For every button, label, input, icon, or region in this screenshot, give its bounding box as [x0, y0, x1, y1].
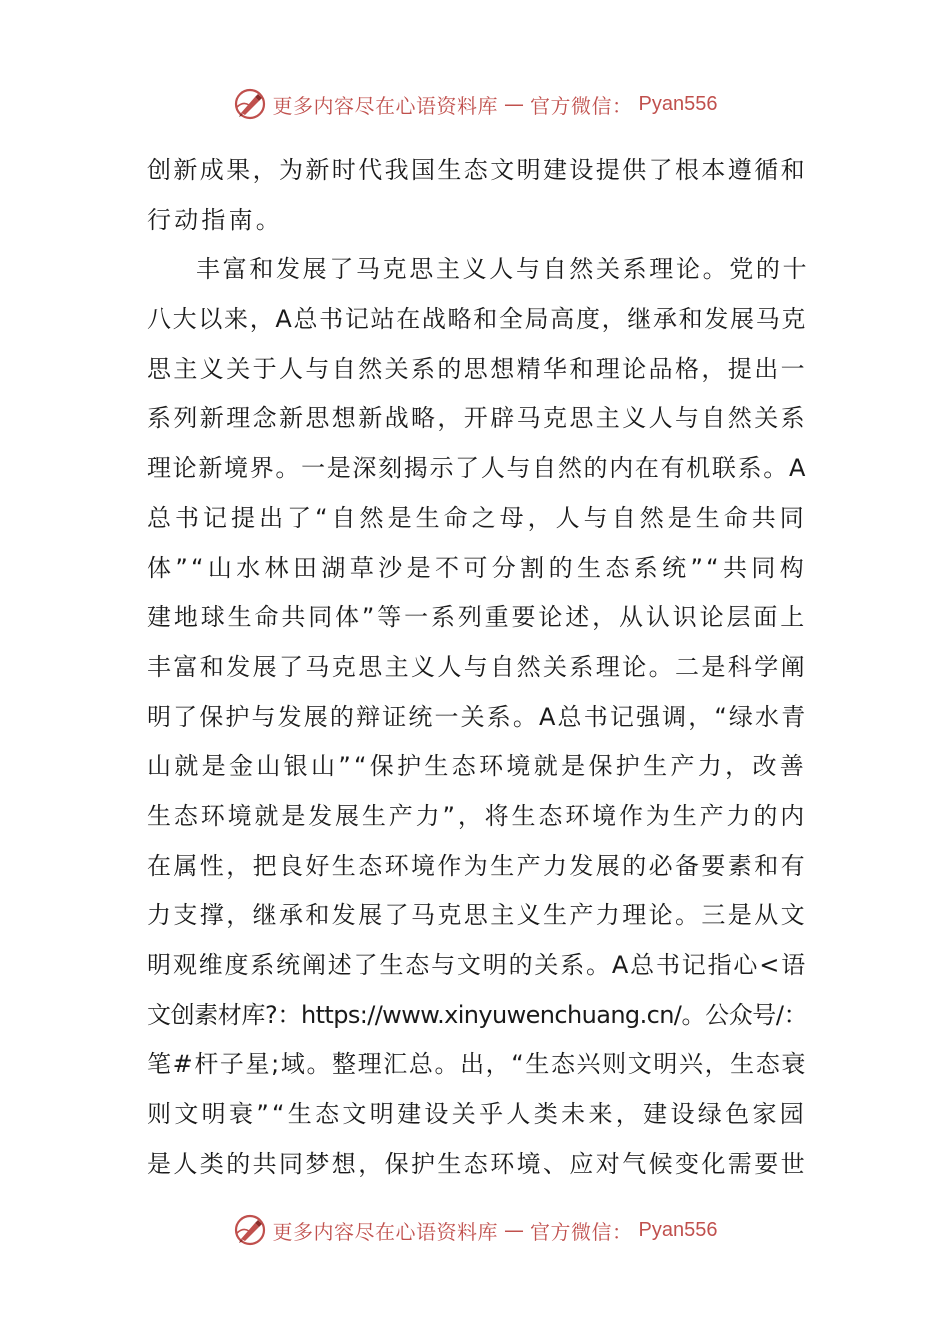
body-line: 山就是金山银山”“保护生态环境就是保护生产力，改善	[147, 752, 807, 781]
body-line: 文创素材库?：https://www.xinyuwenchuang.cn/。公众号/：	[147, 1000, 807, 1029]
footer-banner-label: 官方微信：	[530, 1219, 633, 1244]
body-line: 丰富和发展了马克思主义人与自然关系理论。党的十	[196, 255, 807, 284]
body-line: 明观维度系统阐述了生态与文明的关系。A总书记指心<语	[147, 951, 807, 979]
body-line: 是人类的共同梦想，保护生态环境、应对气候变化需要世	[147, 1149, 807, 1178]
document-body	[147, 146, 807, 1189]
body-line: 则文明衰”“生态文明建设关乎人类未来，建设绿色家园	[147, 1100, 807, 1129]
header-banner-label: 官方微信：	[530, 93, 633, 118]
body-line: 总书记提出了“自然是生命之母，人与自然是生命共同	[147, 503, 807, 532]
body-line: 力支撑，继承和发展了马克思主义生产力理论。三是从文	[147, 901, 807, 930]
body-line: 建地球生命共同体”等一系列重要论述，从认识论层面上	[147, 603, 807, 632]
body-line: 生态环境就是发展生产力”，将生态环境作为生产力的内	[147, 801, 807, 830]
body-line: 丰富和发展了马克思主义人与自然关系理论。二是科学阐	[147, 652, 807, 681]
footer-banner-text: 更多内容尽在心语资料库	[272, 1219, 499, 1244]
body-line: 明了保护与发展的辩证统一关系。A总书记强调，“绿水青	[147, 702, 807, 731]
body-line: 思主义关于人与自然关系的思想精华和理论品格，提出一	[147, 354, 807, 383]
footer-banner	[0, 1208, 950, 1252]
header-banner-separator: —	[504, 92, 525, 116]
body-line: 在属性，把良好生态环境作为生产力发展的必备要素和有	[147, 851, 807, 880]
footer-banner-separator: —	[504, 1218, 525, 1242]
body-line: 系列新理念新思想新战略，开辟马克思主义人与自然关系	[147, 404, 807, 433]
header-banner-text: 更多内容尽在心语资料库	[272, 93, 499, 118]
body-line: 笔#杆子星;域。整理汇总。出，“生态兴则文明兴，生态衰	[147, 1050, 807, 1079]
header-banner	[0, 82, 950, 126]
pen-nib-logo-icon	[233, 1213, 267, 1247]
footer-banner-account: Pyan556	[638, 1218, 718, 1241]
body-line: 创新成果，为新时代我国生态文明建设提供了根本遵循和	[147, 156, 807, 184]
header-banner-account: Pyan556	[638, 92, 718, 115]
pen-nib-logo-icon	[233, 87, 267, 121]
body-line: 八大以来，A总书记站在战略和全局高度，继承和发展马克	[147, 305, 807, 334]
body-line: 理论新境界。一是深刻揭示了人与自然的内在有机联系。A	[147, 454, 807, 483]
body-line: 行动指南。	[147, 205, 283, 234]
body-line: 体”“山水林田湖草沙是不可分割的生态系统”“共同构	[147, 553, 807, 582]
